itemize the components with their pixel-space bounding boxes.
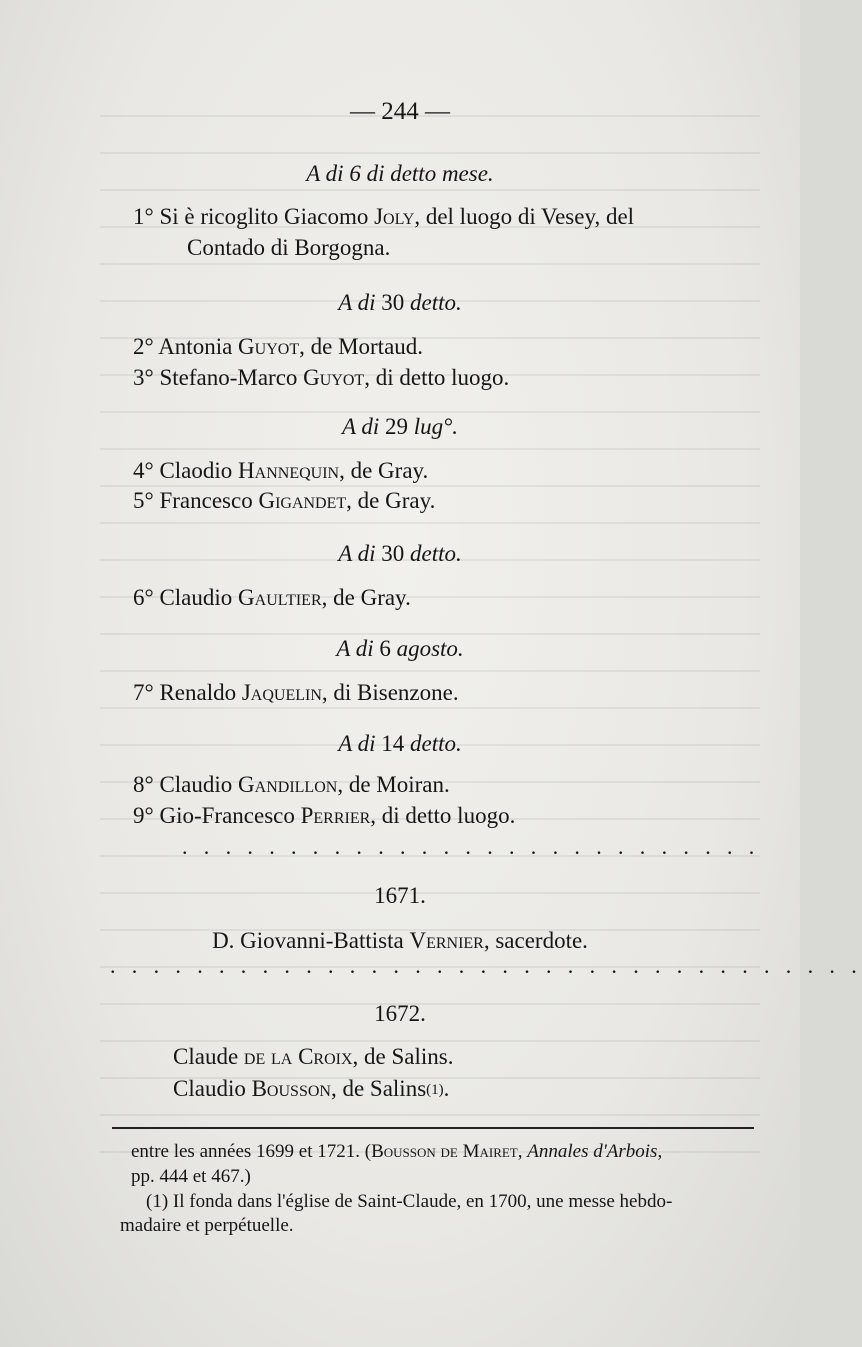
date-heading-1: A di 6 di detto mese. [306,161,494,186]
date-heading-4: A di 30 detto. [338,541,462,566]
entry-4: 4° Claodio Hannequin, de Gray. [133,458,429,483]
entry-8: 8° Claudio Gandillon, de Moiran. [133,772,450,797]
date-heading-2: A di 30 detto. [338,290,462,315]
footnote-1-line-2: madaire et perpétuelle. [120,1215,294,1236]
entry-7: 7° Renaldo Jaquelin, di Bisenzone. [133,680,459,705]
entry-12: Claudio Bousson, de Salins$^{(1)}$. [173,1076,450,1101]
entry-2: 2° Antonia Guyot, de Mortaud. [133,334,424,359]
page-number: — 244 — [350,98,450,125]
ellipsis-row-1: . . . . . . . . . . . . . . . . . . . . . . . . . . . [182,834,760,859]
ellipsis-row-2: . . . . . . . . . . . . . . . . . . . . . . . . . . . . . . . . . . . [110,953,862,978]
footnote-continuation-line-1: entre les années 1699 et 1721. (Bousson de Mairet, Annales d'Arbois, [131,1141,663,1162]
date-heading-6: A di 14 detto. [338,731,462,756]
date-heading-3: A di 29 lug°. [341,414,459,439]
entry-3: 3° Stefano-Marco Guyot, di detto luogo. [133,365,510,390]
year-heading-1671: 1671. [374,883,426,908]
entry-5: 5° Francesco Gigandet, de Gray. [133,488,436,513]
footnote-1-line-1: (1) Il fonda dans l'église de Saint-Claude, en 1700, une messe hebdo- [146,1191,673,1212]
entry-9: 9° Gio-Francesco Perrier, di detto luogo. [133,803,516,828]
year-heading-1672: 1672. [374,1001,426,1026]
footnote-marker: (1) [426,1082,444,1098]
entry-1-continuation: Contado di Borgogna. [187,235,391,260]
entry-6: 6° Claudio Gaultier, de Gray. [133,585,411,610]
date-heading-5: A di 6 agosto. [336,636,464,661]
entry-11: Claude de la Croix, de Salins. [173,1044,454,1069]
footnote-rule [112,1127,754,1129]
entry-10: D. Giovanni-Battista Vernier, sacerdote. [212,928,588,953]
entry-1: 1° Si è ricoglito Giacomo Joly, del luogo di Vesey, del [133,204,635,229]
footnote-continuation-line-2: pp. 444 et 467.) [131,1166,251,1187]
